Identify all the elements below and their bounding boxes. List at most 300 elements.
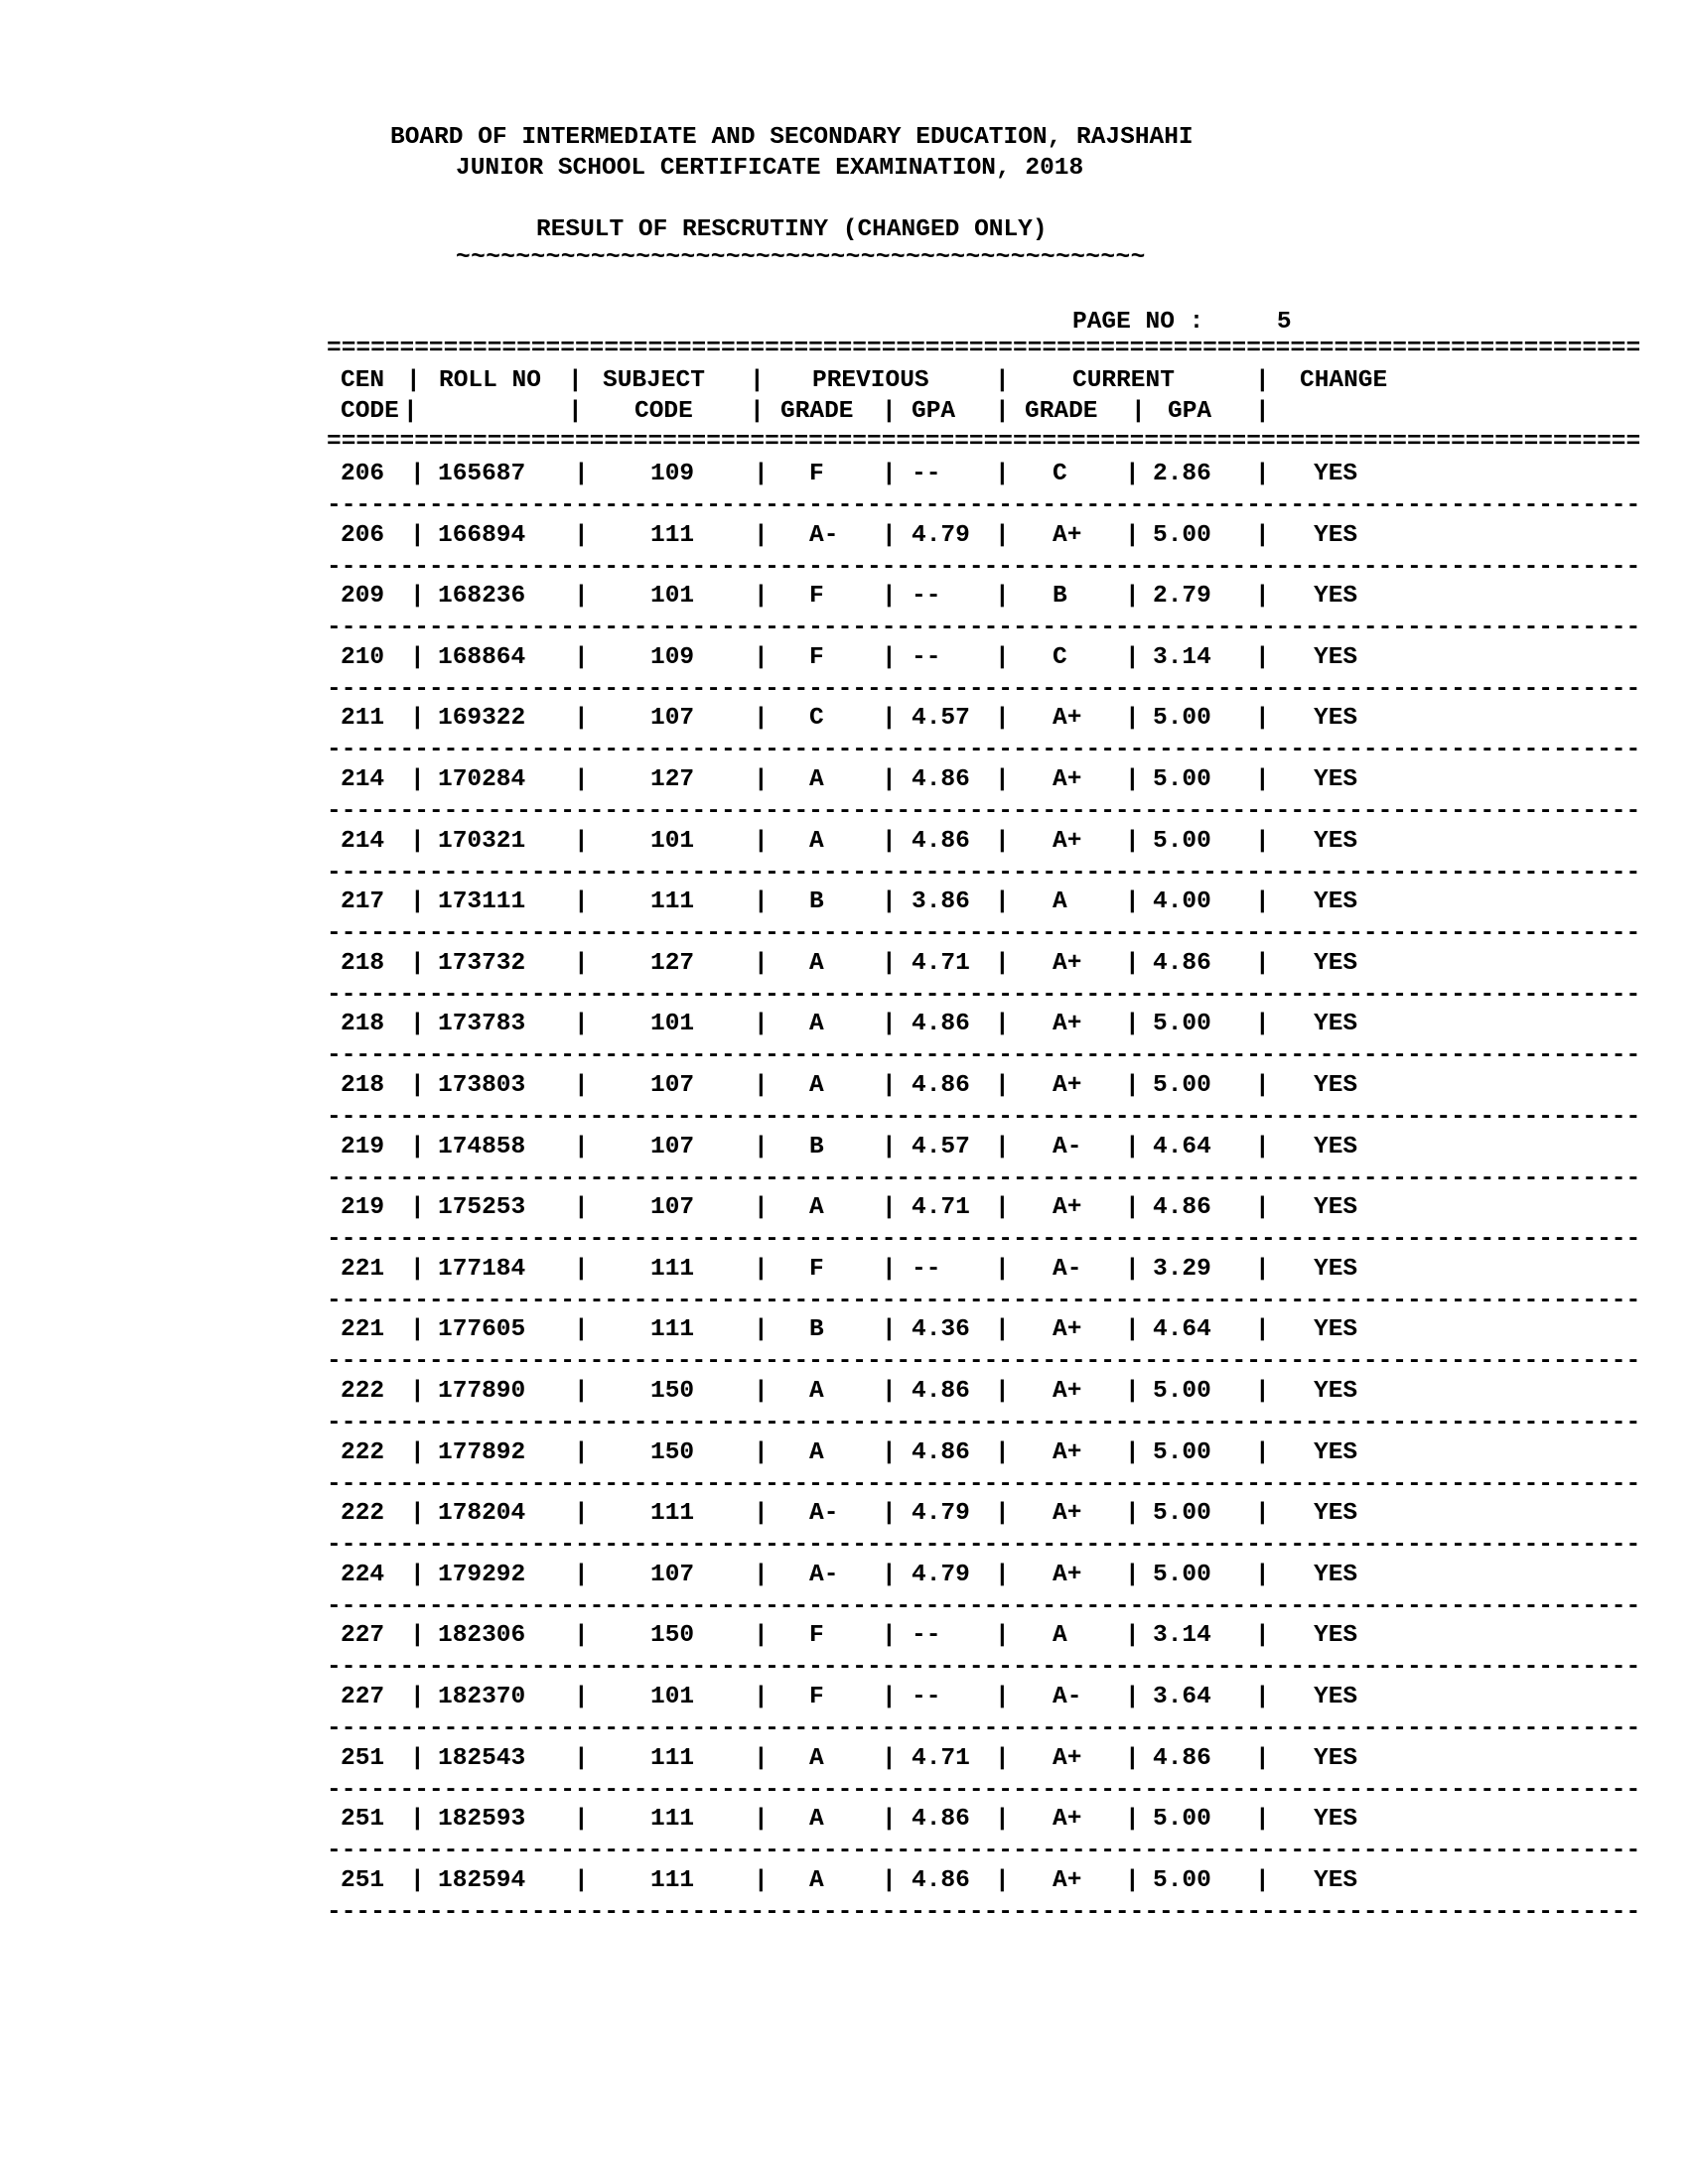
row-sep: | (882, 1745, 897, 1772)
row-prev-grade: A (809, 950, 824, 977)
row-change: YES (1314, 1806, 1358, 1833)
row-sep: | (882, 1072, 897, 1099)
row-prev-gpa: 4.36 (912, 1316, 970, 1343)
row-divider: ------------------------------------------------------------------------------------------ (327, 1165, 1641, 1192)
row-prev-gpa: 4.86 (912, 1806, 970, 1833)
row-roll: 173111 (438, 888, 526, 915)
row-subject: 101 (650, 1011, 695, 1037)
row-sep: | (995, 1562, 1010, 1588)
row-change: YES (1314, 766, 1358, 793)
row-prev-gpa: 4.86 (912, 828, 970, 855)
row-sep: | (1255, 1745, 1270, 1772)
row-divider: ------------------------------------------------------------------------------------------ (327, 1654, 1641, 1681)
row-prev-grade: A- (809, 1500, 839, 1527)
row-roll: 178204 (438, 1500, 526, 1527)
row-sep: | (1125, 1500, 1140, 1527)
row-sep: | (995, 522, 1010, 549)
row-sep: | (574, 888, 589, 915)
row-sep: | (410, 1500, 425, 1527)
row-sep: | (1255, 583, 1270, 610)
row-subject: 111 (650, 888, 695, 915)
row-cen: 222 (341, 1378, 385, 1405)
row-change: YES (1314, 1562, 1358, 1588)
row-sep: | (1255, 828, 1270, 855)
row-divider: ------------------------------------------------------------------------------------------ (327, 1104, 1641, 1131)
row-divider: ------------------------------------------------------------------------------------------ (327, 798, 1641, 825)
row-change: YES (1314, 1622, 1358, 1649)
header-change: CHANGE (1300, 367, 1388, 394)
row-sep: | (995, 1256, 1010, 1283)
row-prev-grade: C (809, 705, 824, 732)
row-cen: 218 (341, 950, 385, 977)
page-number: 5 (1276, 309, 1292, 336)
row-prev-gpa: -- (912, 461, 941, 487)
row-cen: 206 (341, 522, 385, 549)
row-sep: | (995, 1072, 1010, 1099)
row-sep: | (574, 1684, 589, 1710)
row-subject: 107 (650, 1194, 695, 1221)
row-change: YES (1314, 1867, 1358, 1894)
row-subject: 109 (650, 461, 695, 487)
row-divider: ------------------------------------------------------------------------------------------ (327, 1226, 1641, 1253)
row-sep: | (1255, 1194, 1270, 1221)
row-sep: | (1125, 705, 1140, 732)
row-sep: | (410, 583, 425, 610)
row-cur-grade: A+ (1053, 1378, 1082, 1405)
row-divider: ------------------------------------------------------------------------------------------ (327, 492, 1641, 519)
row-cur-gpa: 5.00 (1153, 1378, 1211, 1405)
row-sep: | (1125, 828, 1140, 855)
row-subject: 107 (650, 1562, 695, 1588)
row-subject: 150 (650, 1378, 695, 1405)
row-cur-grade: A+ (1053, 1316, 1082, 1343)
row-prev-gpa: 4.86 (912, 1867, 970, 1894)
row-cur-grade: A- (1053, 1134, 1082, 1160)
row-sep: | (574, 644, 589, 671)
header-prev-gpa: GPA (912, 398, 956, 425)
row-change: YES (1314, 828, 1358, 855)
row-prev-grade: A (809, 1378, 824, 1405)
row-divider: ------------------------------------------------------------------------------------------ (327, 860, 1641, 887)
row-prev-gpa: 4.71 (912, 1745, 970, 1772)
row-prev-grade: A- (809, 1562, 839, 1588)
row-sep: | (995, 1194, 1010, 1221)
row-sep: | (995, 766, 1010, 793)
row-prev-grade: A (809, 1806, 824, 1833)
row-sep: | (1125, 1256, 1140, 1283)
row-prev-gpa: -- (912, 1622, 941, 1649)
row-subject: 107 (650, 1072, 695, 1099)
row-sep: | (882, 1194, 897, 1221)
row-divider: ------------------------------------------------------------------------------------------ (327, 1899, 1641, 1926)
row-subject: 150 (650, 1439, 695, 1466)
row-sep: | (882, 1316, 897, 1343)
row-sep: | (882, 1011, 897, 1037)
row-change: YES (1314, 1256, 1358, 1283)
row-sep: | (410, 950, 425, 977)
row-sep: | (1255, 1622, 1270, 1649)
row-prev-gpa: 4.79 (912, 522, 970, 549)
header-sep: | (403, 398, 418, 425)
header-sep: | (1255, 398, 1270, 425)
row-sep: | (754, 461, 769, 487)
row-change: YES (1314, 644, 1358, 671)
row-sep: | (882, 1562, 897, 1588)
row-roll: 179292 (438, 1562, 526, 1588)
header-subject: SUBJECT (603, 367, 705, 394)
row-prev-gpa: 4.86 (912, 1072, 970, 1099)
row-cur-grade: C (1053, 644, 1067, 671)
row-sep: | (995, 644, 1010, 671)
row-sep: | (882, 1867, 897, 1894)
row-divider: ------------------------------------------------------------------------------------------ (327, 920, 1641, 947)
row-sep: | (410, 766, 425, 793)
row-prev-gpa: 4.79 (912, 1500, 970, 1527)
row-cur-grade: A- (1053, 1256, 1082, 1283)
row-sep: | (995, 1745, 1010, 1772)
row-prev-grade: A (809, 1439, 824, 1466)
row-sep: | (1255, 1500, 1270, 1527)
row-prev-grade: B (809, 1316, 824, 1343)
row-sep: | (1125, 461, 1140, 487)
row-subject: 111 (650, 1745, 695, 1772)
row-sep: | (574, 461, 589, 487)
row-prev-grade: F (809, 1256, 824, 1283)
row-prev-gpa: -- (912, 583, 941, 610)
row-sep: | (1125, 1316, 1140, 1343)
row-sep: | (410, 1134, 425, 1160)
row-divider: ------------------------------------------------------------------------------------------ (327, 737, 1641, 763)
row-roll: 177892 (438, 1439, 526, 1466)
row-sep: | (754, 1745, 769, 1772)
row-divider: ------------------------------------------------------------------------------------------ (327, 982, 1641, 1009)
row-sep: | (1255, 1684, 1270, 1710)
row-sep: | (754, 766, 769, 793)
header-cen: CEN (341, 367, 385, 394)
header-cur-grade: GRADE (1025, 398, 1098, 425)
row-sep: | (1125, 1011, 1140, 1037)
row-sep: | (574, 1378, 589, 1405)
row-cur-gpa: 3.14 (1153, 644, 1211, 671)
row-sep: | (574, 1806, 589, 1833)
row-divider: ------------------------------------------------------------------------------------------ (327, 1471, 1641, 1498)
row-sep: | (754, 950, 769, 977)
row-sep: | (1125, 1562, 1140, 1588)
row-change: YES (1314, 522, 1358, 549)
row-cur-grade: A+ (1053, 522, 1082, 549)
row-sep: | (1125, 522, 1140, 549)
row-cur-grade: A+ (1053, 766, 1082, 793)
row-sep: | (995, 1378, 1010, 1405)
row-sep: | (995, 1500, 1010, 1527)
row-sep: | (754, 1806, 769, 1833)
row-sep: | (754, 522, 769, 549)
row-prev-grade: A (809, 1011, 824, 1037)
row-cur-gpa: 4.86 (1153, 1194, 1211, 1221)
row-change: YES (1314, 583, 1358, 610)
header-top-rule: ========================================================================================== (327, 336, 1641, 362)
header-current: CURRENT (1072, 367, 1175, 394)
row-sep: | (1255, 1562, 1270, 1588)
row-prev-grade: A (809, 766, 824, 793)
row-cur-grade: C (1053, 461, 1067, 487)
row-prev-gpa: 3.86 (912, 888, 970, 915)
header-sep: | (750, 398, 765, 425)
row-cen: 209 (341, 583, 385, 610)
header-sep: | (995, 367, 1010, 394)
row-sep: | (754, 1867, 769, 1894)
row-cur-gpa: 2.86 (1153, 461, 1211, 487)
row-sep: | (754, 1439, 769, 1466)
row-sep: | (882, 1622, 897, 1649)
row-cen: 221 (341, 1256, 385, 1283)
row-subject: 109 (650, 644, 695, 671)
header-sep: | (1131, 398, 1146, 425)
row-sep: | (410, 1806, 425, 1833)
row-prev-gpa: 4.79 (912, 1562, 970, 1588)
row-sep: | (754, 828, 769, 855)
row-sep: | (1255, 1867, 1270, 1894)
row-cur-gpa: 5.00 (1153, 828, 1211, 855)
row-cen: 251 (341, 1867, 385, 1894)
row-prev-grade: B (809, 888, 824, 915)
row-subject: 111 (650, 1316, 695, 1343)
row-roll: 182306 (438, 1622, 526, 1649)
row-change: YES (1314, 1500, 1358, 1527)
row-sep: | (995, 950, 1010, 977)
row-subject: 111 (650, 1867, 695, 1894)
row-sep: | (574, 1072, 589, 1099)
row-sep: | (410, 522, 425, 549)
row-prev-grade: A (809, 1867, 824, 1894)
row-sep: | (410, 461, 425, 487)
row-cur-gpa: 3.14 (1153, 1622, 1211, 1649)
row-cur-gpa: 5.00 (1153, 1439, 1211, 1466)
row-roll: 168864 (438, 644, 526, 671)
row-prev-grade: A (809, 1745, 824, 1772)
row-divider: ------------------------------------------------------------------------------------------ (327, 1532, 1641, 1559)
row-divider: ------------------------------------------------------------------------------------------ (327, 676, 1641, 703)
row-change: YES (1314, 888, 1358, 915)
row-prev-grade: F (809, 461, 824, 487)
row-divider: ------------------------------------------------------------------------------------------ (327, 1715, 1641, 1742)
row-cen: 219 (341, 1134, 385, 1160)
row-sep: | (754, 1378, 769, 1405)
row-change: YES (1314, 1378, 1358, 1405)
row-sep: | (882, 950, 897, 977)
row-sep: | (995, 583, 1010, 610)
row-sep: | (410, 1378, 425, 1405)
row-roll: 177605 (438, 1316, 526, 1343)
row-sep: | (1125, 1867, 1140, 1894)
header-bottom-rule: ========================================================================================== (327, 429, 1641, 456)
row-sep: | (882, 522, 897, 549)
row-prev-gpa: -- (912, 1256, 941, 1283)
row-cur-grade: A+ (1053, 828, 1082, 855)
row-sep: | (995, 1867, 1010, 1894)
row-cen: 251 (341, 1806, 385, 1833)
row-sep: | (1125, 644, 1140, 671)
row-sep: | (410, 1622, 425, 1649)
row-cur-grade: A (1053, 1622, 1067, 1649)
row-sep: | (1255, 766, 1270, 793)
row-cen: 218 (341, 1072, 385, 1099)
row-sep: | (1125, 1072, 1140, 1099)
row-prev-grade: A (809, 1194, 824, 1221)
row-sep: | (882, 705, 897, 732)
row-sep: | (882, 1806, 897, 1833)
row-prev-grade: F (809, 644, 824, 671)
row-change: YES (1314, 950, 1358, 977)
row-cur-grade: A+ (1053, 1867, 1082, 1894)
row-roll: 166894 (438, 522, 526, 549)
row-subject: 127 (650, 766, 695, 793)
row-sep: | (754, 1622, 769, 1649)
row-roll: 169322 (438, 705, 526, 732)
row-cur-gpa: 5.00 (1153, 1562, 1211, 1588)
row-sep: | (882, 766, 897, 793)
row-change: YES (1314, 1194, 1358, 1221)
row-cen: 210 (341, 644, 385, 671)
row-change: YES (1314, 1439, 1358, 1466)
row-sep: | (1255, 1134, 1270, 1160)
row-cen: 227 (341, 1622, 385, 1649)
row-subject: 101 (650, 1684, 695, 1710)
row-prev-grade: A- (809, 522, 839, 549)
row-cur-grade: A+ (1053, 1072, 1082, 1099)
header-sep: | (995, 398, 1010, 425)
row-subject: 111 (650, 1500, 695, 1527)
row-sep: | (754, 1256, 769, 1283)
row-sep: | (1255, 1011, 1270, 1037)
row-sep: | (410, 705, 425, 732)
row-roll: 177890 (438, 1378, 526, 1405)
row-sep: | (574, 1316, 589, 1343)
row-sep: | (882, 1439, 897, 1466)
row-cen: 217 (341, 888, 385, 915)
row-roll: 182543 (438, 1745, 526, 1772)
row-cur-grade: B (1053, 583, 1067, 610)
row-sep: | (1125, 1194, 1140, 1221)
row-sep: | (1125, 950, 1140, 977)
header-sep: | (406, 367, 421, 394)
row-sep: | (754, 644, 769, 671)
row-cur-grade: A+ (1053, 1194, 1082, 1221)
row-sep: | (995, 1316, 1010, 1343)
row-cur-grade: A+ (1053, 1439, 1082, 1466)
header-sep: | (750, 367, 765, 394)
row-sep: | (1125, 1439, 1140, 1466)
row-divider: ------------------------------------------------------------------------------------------ (327, 1838, 1641, 1864)
row-sep: | (410, 1439, 425, 1466)
row-roll: 170321 (438, 828, 526, 855)
row-sep: | (754, 1316, 769, 1343)
row-sep: | (995, 888, 1010, 915)
row-cur-gpa: 4.86 (1153, 950, 1211, 977)
row-sep: | (1255, 1316, 1270, 1343)
row-cur-gpa: 4.86 (1153, 1745, 1211, 1772)
row-sep: | (882, 1134, 897, 1160)
row-change: YES (1314, 1072, 1358, 1099)
row-divider: ------------------------------------------------------------------------------------------ (327, 614, 1641, 641)
row-prev-grade: A (809, 828, 824, 855)
row-sep: | (995, 461, 1010, 487)
row-subject: 101 (650, 828, 695, 855)
row-sep: | (995, 705, 1010, 732)
row-cen: 218 (341, 1011, 385, 1037)
row-sep: | (882, 583, 897, 610)
row-sep: | (1125, 1134, 1140, 1160)
row-sep: | (1125, 766, 1140, 793)
row-change: YES (1314, 461, 1358, 487)
row-prev-grade: F (809, 1622, 824, 1649)
row-sep: | (882, 644, 897, 671)
page-number-line (1072, 311, 1292, 336)
row-subject: 107 (650, 1134, 695, 1160)
row-sep: | (995, 828, 1010, 855)
row-sep: | (574, 1256, 589, 1283)
row-cur-gpa: 2.79 (1153, 583, 1211, 610)
row-sep: | (410, 888, 425, 915)
row-change: YES (1314, 1011, 1358, 1037)
row-prev-gpa: 4.86 (912, 1378, 970, 1405)
row-sep: | (410, 1745, 425, 1772)
row-sep: | (754, 583, 769, 610)
row-change: YES (1314, 1134, 1358, 1160)
row-cur-grade: A+ (1053, 950, 1082, 977)
row-cen: 214 (341, 766, 385, 793)
row-sep: | (1255, 1806, 1270, 1833)
row-cur-gpa: 5.00 (1153, 522, 1211, 549)
title-underline: ~~~~~~~~~~~~~~~~~~~~~~~~~~~~~~~~~~~~~~~~~~~~~~ (456, 244, 1146, 271)
row-divider: ------------------------------------------------------------------------------------------ (327, 1348, 1641, 1375)
row-prev-gpa: 4.86 (912, 1439, 970, 1466)
row-sep: | (882, 888, 897, 915)
row-cur-grade: A+ (1053, 1500, 1082, 1527)
row-sep: | (882, 1256, 897, 1283)
row-cen: 219 (341, 1194, 385, 1221)
exam-title: JUNIOR SCHOOL CERTIFICATE EXAMINATION, 2018 (456, 155, 1084, 182)
row-cur-gpa: 5.00 (1153, 705, 1211, 732)
row-roll: 165687 (438, 461, 526, 487)
row-cen: 222 (341, 1500, 385, 1527)
row-roll: 182370 (438, 1684, 526, 1710)
row-sep: | (410, 1867, 425, 1894)
row-sep: | (410, 1194, 425, 1221)
row-change: YES (1314, 1684, 1358, 1710)
row-sep: | (882, 1378, 897, 1405)
row-sep: | (1125, 1684, 1140, 1710)
row-sep: | (1125, 1622, 1140, 1649)
row-cur-gpa: 5.00 (1153, 1806, 1211, 1833)
row-cen: 211 (341, 705, 385, 732)
row-cur-gpa: 3.64 (1153, 1684, 1211, 1710)
row-sep: | (1125, 1806, 1140, 1833)
header-roll: ROLL NO (439, 367, 541, 394)
row-sep: | (754, 1134, 769, 1160)
row-cen: 206 (341, 461, 385, 487)
row-cur-gpa: 5.00 (1153, 1072, 1211, 1099)
row-roll: 173803 (438, 1072, 526, 1099)
row-roll: 173732 (438, 950, 526, 977)
row-cen: 224 (341, 1562, 385, 1588)
row-sep: | (410, 1256, 425, 1283)
row-sep: | (1255, 1072, 1270, 1099)
row-cur-gpa: 3.29 (1153, 1256, 1211, 1283)
row-subject: 101 (650, 583, 695, 610)
header-sep: | (882, 398, 897, 425)
row-change: YES (1314, 705, 1358, 732)
